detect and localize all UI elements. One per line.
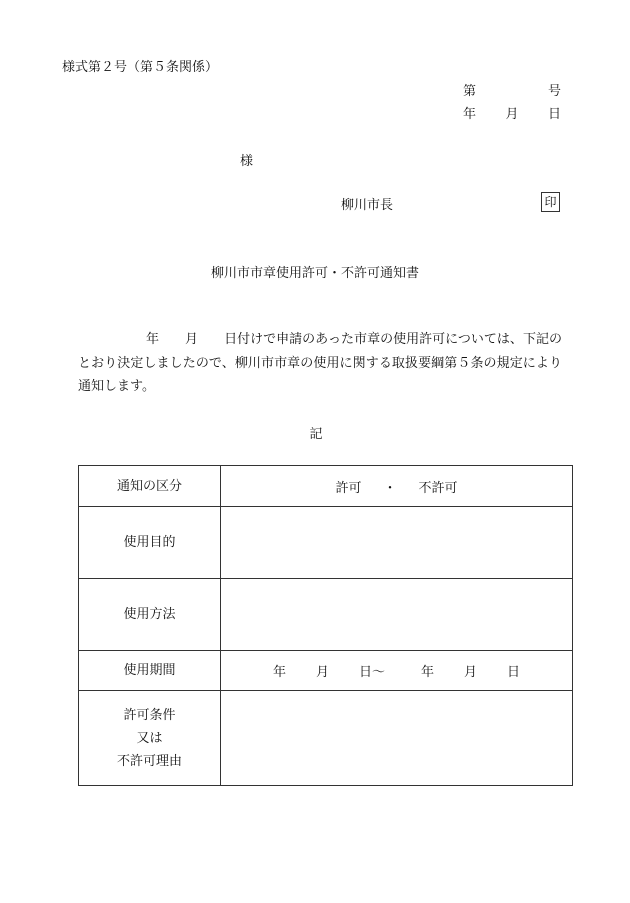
- method-label: 使用方法: [79, 579, 221, 651]
- method-value: [221, 579, 573, 651]
- period-day-from-label: 日〜: [358, 665, 385, 680]
- deny-option: 不許可: [418, 480, 458, 496]
- conditions-label: [79, 691, 221, 786]
- category-label: 通知の区分: [79, 466, 221, 507]
- body-year-label: 年: [146, 332, 160, 347]
- conditions-value: [221, 691, 573, 786]
- category-value: [221, 466, 573, 507]
- document-number-line: [463, 80, 561, 99]
- period-label: 使用期間: [79, 651, 221, 691]
- period-year-label: 年: [272, 665, 286, 680]
- option-separator: ・: [383, 480, 397, 496]
- conditions-label-line2: 又は: [136, 730, 163, 746]
- permit-option: 許可: [335, 480, 362, 496]
- ki-heading: 記: [309, 427, 323, 442]
- document-title: 柳川市市章使用許可・不許可通知書: [210, 266, 419, 281]
- month-label: 月: [505, 107, 519, 122]
- body-text: 日付けで申請のあった市章の使用許可については、下記のとおり決定しましたので、柳川市市章の使用に関する取扱要綱第５条の規定により通知します。: [78, 332, 562, 394]
- period-month2-label: 月: [464, 665, 478, 680]
- issuer-name: 柳川市長: [341, 198, 394, 213]
- table-row-category: [79, 466, 573, 507]
- purpose-label: 使用目的: [79, 507, 221, 579]
- notice-body: [78, 328, 562, 399]
- seal-stamp: 印: [541, 192, 560, 212]
- period-day2-label: 日: [507, 665, 521, 680]
- number-dai-label: 第: [463, 84, 477, 99]
- table-row-period: [79, 651, 573, 691]
- notice-table: [78, 465, 573, 786]
- addressee-suffix: 様: [240, 154, 254, 169]
- conditions-label-line3: 不許可理由: [116, 753, 182, 769]
- table-row-method: [79, 579, 573, 651]
- issue-date-line: [463, 103, 561, 122]
- period-value: [221, 651, 573, 691]
- body-month-label: 月: [185, 332, 199, 347]
- period-month-label: 月: [315, 665, 329, 680]
- year-label: 年: [463, 107, 477, 122]
- number-go-label: 号: [547, 84, 561, 99]
- day-label: 日: [547, 107, 561, 122]
- table-row-conditions: [79, 691, 573, 786]
- conditions-label-line1: 許可条件: [123, 707, 176, 723]
- purpose-value: [221, 507, 573, 579]
- form-number: 様式第２号（第５条関係）: [62, 60, 219, 75]
- table-row-purpose: [79, 507, 573, 579]
- period-year2-label: 年: [421, 665, 435, 680]
